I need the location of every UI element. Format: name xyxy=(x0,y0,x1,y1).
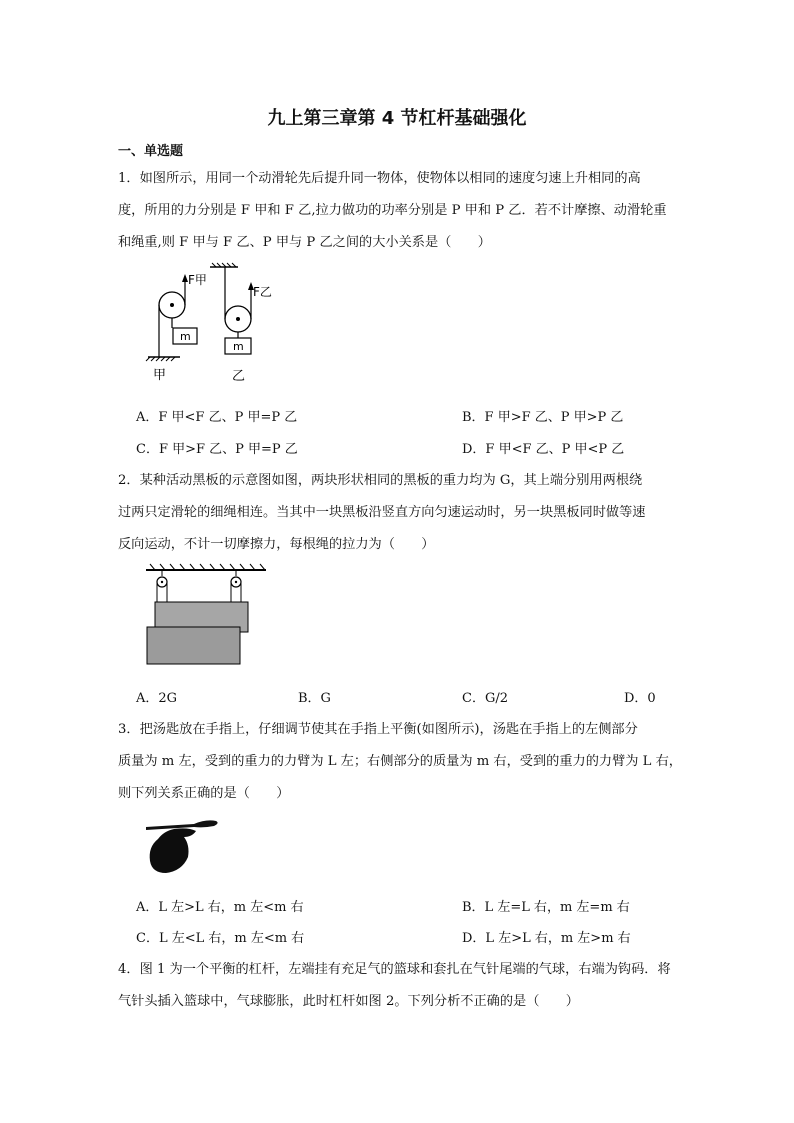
pulley-yi xyxy=(210,263,254,354)
q1-option-b: B．F 甲>F 乙、P 甲>P 乙 xyxy=(462,410,624,425)
label-mass-jia: m xyxy=(180,330,191,343)
section-heading: 一、单选题 xyxy=(118,144,184,159)
q1-option-d: D．F 甲<F 乙、P 甲<P 乙 xyxy=(462,442,625,457)
q1-option-c: C．F 甲>F 乙、P 甲=P 乙 xyxy=(136,442,298,457)
q1-line-3: 和绳重,则 F 甲与 F 乙、P 甲与 P 乙之间的大小关系是（ ） xyxy=(118,235,491,250)
q4-line-1: 4．图 1 为一个平衡的杠杆，左端挂有充足气的篮球和套扎在气针尾端的气球，右端为钩码．将 xyxy=(118,962,671,977)
q2-line-1: 2．某种活动黑板的示意图如图，两块形状相同的黑板的重力均为 G，其上端分别用两根绕 xyxy=(118,473,643,488)
q1-line-2: 度，所用的力分别是 F 甲和 F 乙,拉力做功的功率分别是 P 甲和 P 乙．若不计摩擦、动滑轮重 xyxy=(118,203,667,218)
label-yi: 乙 xyxy=(232,369,246,384)
q4-line-2: 气针头插入篮球中，气球膨胀，此时杠杆如图 2。下列分析不正确的是（ ） xyxy=(118,994,579,1009)
q1-line-1: 1．如图所示，用同一个动滑轮先后提升同一物体，使物体以相同的速度匀速上升相同的高 xyxy=(118,171,641,186)
q2-line-3: 反向运动，不计一切摩擦力，每根绳的拉力为（ ） xyxy=(118,537,435,552)
label-jia: 甲 xyxy=(153,368,167,383)
label-mass-yi: m xyxy=(233,340,244,353)
q3-line-1: 3．把汤匙放在手指上，仔细调节使其在手指上平衡(如图所示)，汤匙在手指上的左侧部分 xyxy=(118,722,638,737)
page-title: 九上第三章第 4 节杠杆基础强化 xyxy=(267,108,527,129)
q2-option-a: A．2G xyxy=(136,691,178,706)
q3-option-b: B．L 左=L 右，m 左=m 右 xyxy=(462,900,630,915)
q3-line-3: 则下列关系正确的是（ ） xyxy=(118,786,290,801)
q1-option-a: A．F 甲<F 乙、P 甲=P 乙 xyxy=(136,410,298,425)
spoon-on-finger-figure xyxy=(144,815,224,877)
q3-option-d: D．L 左>L 右，m 左>m 右 xyxy=(462,931,631,946)
label-f-yi: F乙 xyxy=(253,285,272,299)
label-f-jia: F甲 xyxy=(188,273,207,287)
q3-line-2: 质量为 m 左，受到的重力的力臂为 L 左；右侧部分的质量为 m 右，受到的重力的力臂为 L 右， xyxy=(118,754,682,769)
q3-option-a: A．L 左>L 右，m 左<m 右 xyxy=(136,900,304,915)
q2-line-2: 过两只定滑轮的细绳相连。当其中一块黑板沿竖直方向匀速运动时，另一块黑板同时做等速 xyxy=(118,505,646,520)
blackboard-figure xyxy=(142,562,268,667)
pulley-figure xyxy=(140,262,280,387)
q3-option-c: C．L 左<L 右，m 左<m 右 xyxy=(136,931,305,946)
pulley-jia xyxy=(146,274,197,361)
q2-option-d: D．0 xyxy=(624,691,656,706)
q2-option-c: C．G/2 xyxy=(462,691,508,706)
q2-option-b: B．G xyxy=(298,691,331,706)
